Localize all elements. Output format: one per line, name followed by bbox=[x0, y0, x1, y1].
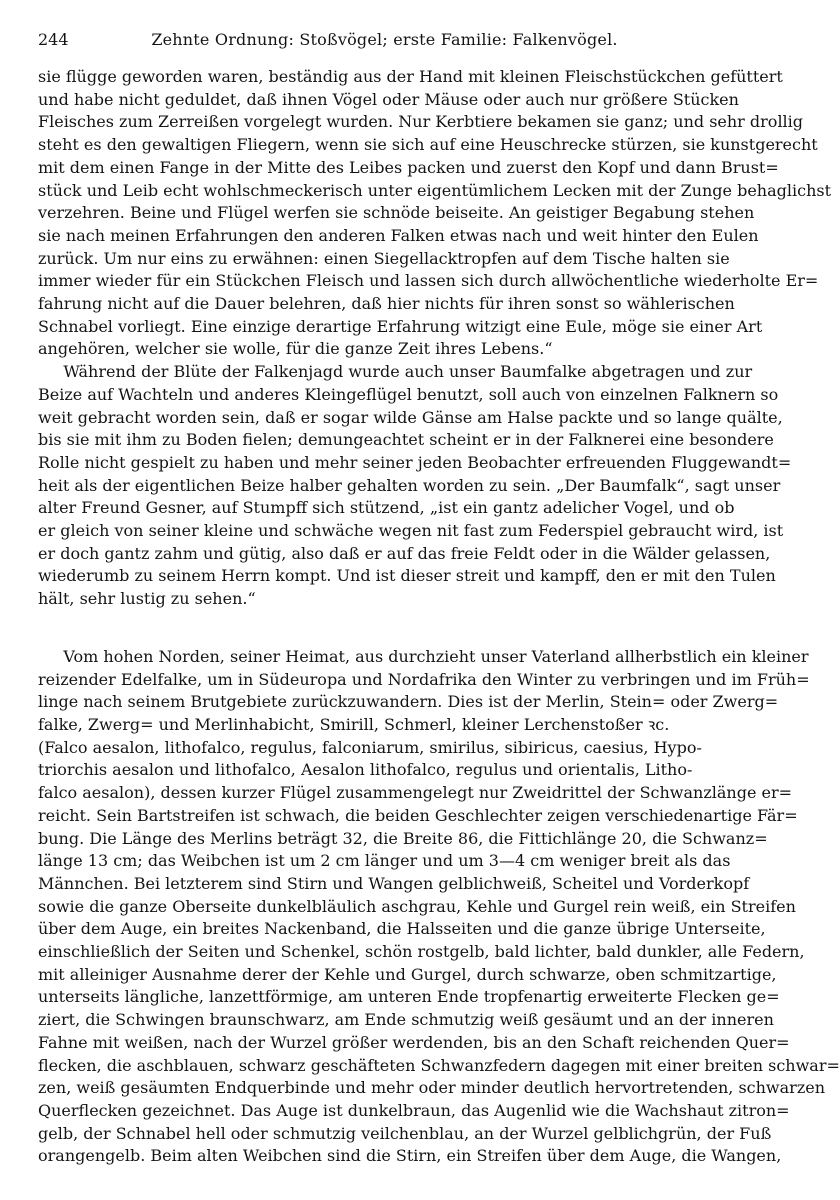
text-line: alter Freund Gesner, auf Stumpff sich stützend, „ist ein gantz adelicher Vogel, und ob bbox=[38, 498, 735, 518]
text-line: angehören, welcher sie wolle, für die ganze Zeit ihres Lebens.“ bbox=[38, 339, 553, 359]
text-line: fahrung nicht auf die Dauer belehren, daß hier nichts für ihren sonst so wählerischen bbox=[38, 294, 735, 314]
text-line: wiederumb zu seinem Herrn kompt. Und ist dieser streit und kampff, den er mit den Tulen bbox=[38, 566, 776, 586]
text-line: Schnabel vorliegt. Eine einzige derartige Erfahrung witzigt eine Eule, möge sie einer Art bbox=[38, 316, 763, 336]
text-line: hält, sehr lustig zu sehen.“ bbox=[38, 589, 256, 609]
text-line: sie nach meinen Erfahrungen den anderen Falken etwas nach und weit hinter den Eulen bbox=[38, 225, 759, 245]
text-line: Querflecken gezeichnet. Das Auge ist dunkelbraun, das Augenlid wie die Wachshaut zitron= bbox=[38, 1100, 790, 1120]
paragraph bbox=[38, 646, 840, 1168]
text-line: sowie die ganze Oberseite dunkelbläulich aschgrau, Kehle und Gurgel rein weiß, ein Streifen bbox=[38, 896, 796, 916]
text-line: reizender Edelfalke, um in Südeuropa und Nordafrika den Winter zu verbringen und im Früh= bbox=[38, 669, 810, 689]
text-line: unterseits längliche, lanzettförmige, am unteren Ende tropfenartig erweiterte Flecken ge= bbox=[38, 987, 780, 1007]
text-line: Männchen. Bei letzterem sind Stirn und Wangen gelblichweiß, Scheitel und Vorderkopf bbox=[38, 873, 750, 893]
text-line: über dem Auge, ein breites Nackenband, die Halsseiten und die ganze übrige Unterseite, bbox=[38, 919, 766, 939]
text-line: (Falco aesalon, lithofalco, regulus, falconiarum, smirilus, sibiricus, caesius, Hypo- bbox=[38, 737, 702, 757]
text-line: er gleich von seiner kleine und schwäche wegen nit fast zum Federspiel gebraucht wird, ist bbox=[38, 521, 784, 541]
text-line: er doch gantz zahm und gütig, also daß er auf das freie Feldt oder in die Wälder gelassen, bbox=[38, 543, 771, 563]
paragraph bbox=[38, 361, 792, 611]
text-line: Fleisches zum Zerreißen vorgelegt wurden. Nur Kerbtiere bekamen sie ganz; und sehr drollig bbox=[38, 112, 804, 132]
text-line: sie flügge geworden waren, beständig aus der Hand mit kleinen Fleischstückchen gefüttert bbox=[38, 67, 783, 86]
text-line: verzehren. Beine und Flügel werfen sie schnöde beiseite. An geistiger Begabung stehen bbox=[38, 203, 755, 223]
text-line: Vom hohen Norden, seiner Heimat, aus durchzieht unser Vaterland allherbstlich ein kleiner bbox=[38, 646, 809, 666]
text-line: falco aesalon), dessen kurzer Flügel zusammengelegt nur Zweidrittel der Schwanzlänge er= bbox=[38, 783, 793, 803]
text-line: ziert, die Schwingen braunschwarz, am Ende schmutzig weiß gesäumt und an der inneren bbox=[38, 1010, 774, 1030]
text-line: Fahne mit weißen, nach der Wurzel größer werdenden, bis an den Schaft reichenden Quer= bbox=[38, 1032, 790, 1052]
text-line: steht es den gewaltigen Fliegern, wenn sie sich auf eine Heuschrecke stürzen, sie kunstgerecht bbox=[38, 135, 818, 155]
text-line: Beize auf Wachteln und anderes Kleingeflügel benutzt, soll auch von einzelnen Falknern so bbox=[38, 384, 779, 404]
page-number: 244 bbox=[38, 30, 69, 49]
text-line: reicht. Sein Bartstreifen ist schwach, die beiden Geschlechter zeigen verschiedenartige Fär= bbox=[38, 805, 798, 825]
text-line: gelb, der Schnabel hell oder schmutzig veilchenblau, an der Wurzel gelblichgrün, der Fuß bbox=[38, 1123, 772, 1143]
text-line: länge 13 cm; das Weibchen ist um 2 cm länger und um 3—4 cm weniger breit als das bbox=[38, 851, 731, 871]
text-line: bis sie mit ihm zu Boden fielen; demungeachtet scheint er in der Falknerei eine besondere bbox=[38, 430, 774, 450]
paragraph bbox=[38, 66, 832, 361]
text-line: Während der Blüte der Falkenjagd wurde auch unser Baumfalke abgetragen und zur bbox=[38, 362, 753, 382]
text-line: triorchis aesalon und lithofalco, Aesalon lithofalco, regulus und orientalis, Litho- bbox=[38, 760, 693, 780]
body-text bbox=[38, 66, 840, 1168]
text-line: stück und Leib echt wohlschmeckerisch unter eigentümlichem Lecken mit der Zunge behaglichst bbox=[38, 180, 832, 200]
text-line: zurück. Um nur eins zu erwähnen: einen Siegellacktropfen auf dem Tische halten sie bbox=[38, 248, 730, 268]
text-line: falke, Zwerg= und Merlinhabicht, Smirill, Schmerl, kleiner Lerchenstoßer ꝛc. bbox=[38, 714, 670, 734]
running-title: Zehnte Ordnung: Stoßvögel; erste Familie: Falkenvögel. bbox=[151, 30, 618, 49]
text-line: flecken, die aschblauen, schwarz geschäfteten Schwanzfedern dagegen mit einer breiten schwar= bbox=[38, 1055, 840, 1075]
text-line: zen, weiß gesäumten Endquerbinde und mehr oder minder deutlich hervortretenden, schwarzen bbox=[38, 1078, 826, 1098]
text-line: bung. Die Länge des Merlins beträgt 32, die Breite 86, die Fittichlänge 20, die Schwanz= bbox=[38, 828, 768, 848]
text-line: Rolle nicht gespielt zu haben und mehr seiner jeden Beobachter erfreuenden Fluggewandt= bbox=[38, 452, 792, 472]
text-line: heit als der eigentlichen Beize halber gehalten worden zu sein. „Der Baumfalk“, sagt unser bbox=[38, 475, 781, 495]
text-line: immer wieder für ein Stückchen Fleisch und lassen sich durch allwöchentliche wiederholte Er= bbox=[38, 271, 819, 291]
text-line: weit gebracht worden sein, daß er sogar wilde Gänse am Halse packte und so lange quälte, bbox=[38, 407, 783, 427]
text-line: orangengelb. Beim alten Weibchen sind die Stirn, ein Streifen über dem Auge, die Wangen, bbox=[38, 1146, 782, 1166]
text-line: mit alleiniger Ausnahme derer der Kehle und Gurgel, durch schwarze, oben schmitzartige, bbox=[38, 964, 777, 984]
text-line: einschließlich der Seiten und Schenkel, schön rostgelb, bald lichter, bald dunkler, alle Federn, bbox=[38, 942, 805, 962]
text-line: und habe nicht geduldet, daß ihnen Vögel oder Mäuse oder auch nur größere Stücken bbox=[38, 89, 739, 109]
text-line: mit dem einen Fange in der Mitte des Leibes packen und zuerst den Kopf und dann Brust= bbox=[38, 157, 779, 177]
text-line: linge nach seinem Brutgebiete zurückzuwandern. Dies ist der Merlin, Stein= oder Zwerg= bbox=[38, 692, 779, 712]
section-gap bbox=[38, 611, 728, 646]
page-header bbox=[38, 30, 731, 56]
